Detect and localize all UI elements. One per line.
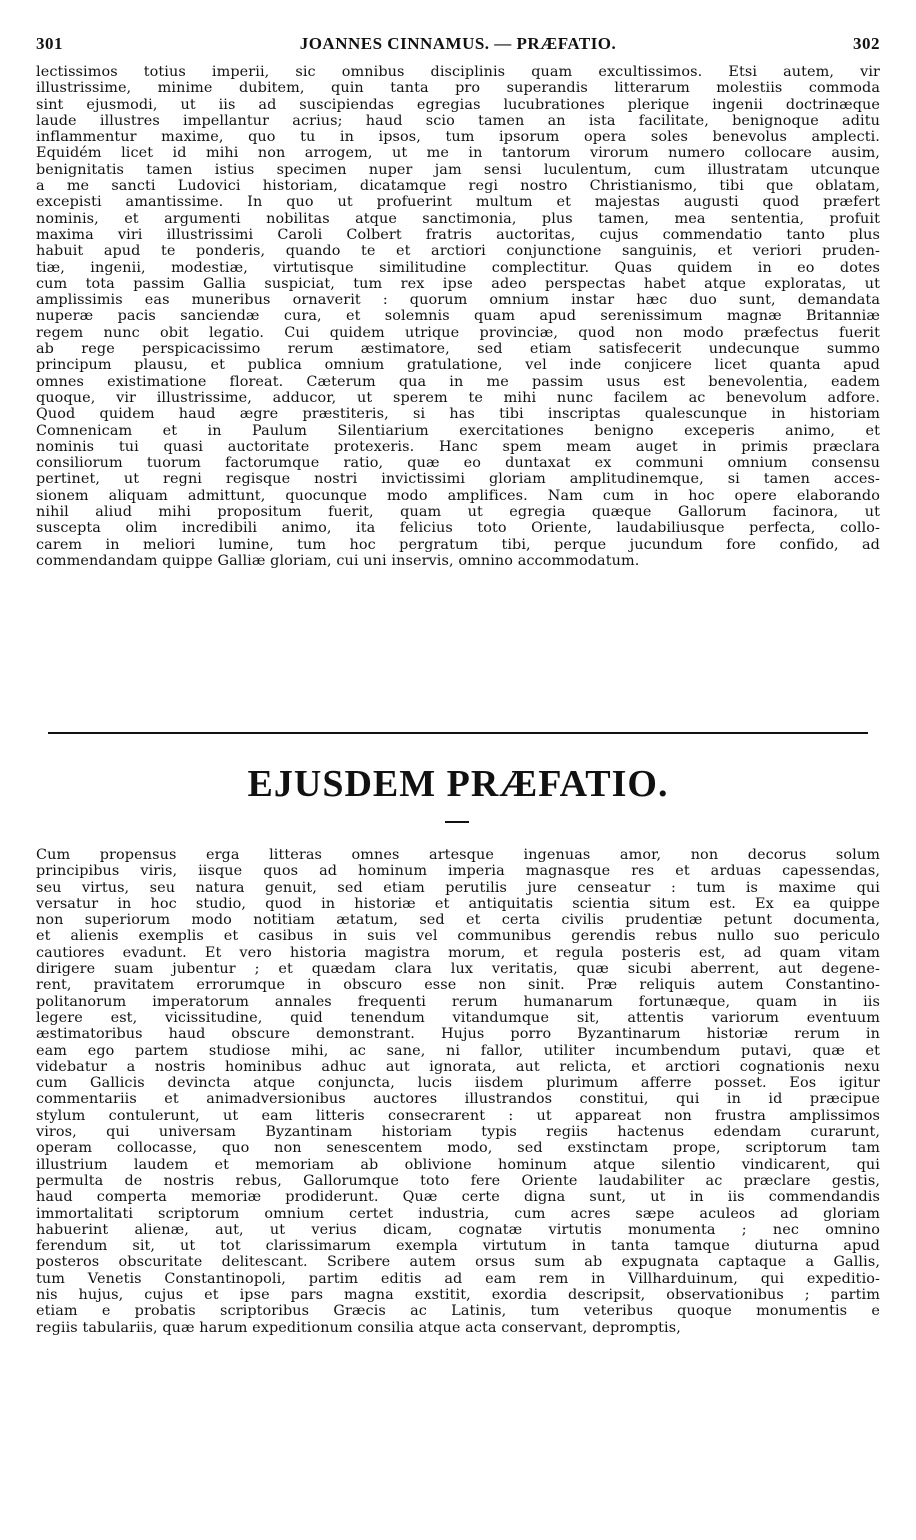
text-line: seu virtus, seu natura genuit, sed etiam perutilis jure censeatur : tum is maxime qui [36, 879, 880, 896]
text-line: ferendum sit, ut tot clarissimarum exempla virtutum in tanta tamque diuturna apud [36, 1238, 880, 1255]
text-line: pertinet, ut regni regisque nostri invictissimi gloriam amplitudinemque, si tamen acces- [36, 471, 880, 488]
text-line: nihil aliud mihi propositum fuerit, quam ut egregia quæque Gallorum facinora, ut [36, 504, 880, 521]
text-line: amplissimis eas muneribus ornaverit : quorum omnium instar hæc duo sunt, demandata [36, 292, 880, 309]
section-divider [48, 732, 868, 734]
text-line: illustrissime, minime dubitem, quin tanta pro superandis litterarum molestiis commoda [36, 80, 880, 97]
text-line: regiis tabulariis, quæ harum expeditionum consilia atque acta conservant, depromptis, [36, 1319, 681, 1336]
text-line: legere est, vicissitudine, quid tenendum vitandumque sit, attentis variorum eventuum [36, 1009, 880, 1026]
text-line: principibus viris, iisque quos ad hominum imperia magnasque res et arduas capessendas, [36, 863, 880, 880]
text-line: sionem aliquam admittunt, quocunque modo amplifices. Nam cum in hoc opere elaborando [36, 487, 880, 504]
text-line: commendandam quippe Galliæ gloriam, cui uni inservis, omnino accommodatum. [36, 552, 640, 569]
text-line: immortalitati scriptorum omnium certet industria, cum acres sæpe aculeos ad gloriam [36, 1205, 880, 1222]
text-line: omnes existimatione floreat. Cæterum qua in me passim usus est benevolentia, eadem [36, 373, 880, 390]
text-line: regem nunc obit legatio. Cui quidem utrique provinciæ, quod non modo præfectus fuerit [36, 324, 880, 341]
preface-paragraph [36, 847, 880, 1336]
text-line: habuit apud te ponderis, quando te et arctiori conjunctione sanguinis, et veriori pruden- [36, 243, 880, 260]
dedication-paragraph [36, 64, 880, 569]
text-line: sint ejusmodi, ut iis ad suscipiendas egregias lucubrationes plerique ingenii doctrinæque [36, 96, 880, 113]
text-line: consiliorum tuorum factorumque ratio, quæ eo duntaxat ex communi omnium consensu [36, 455, 880, 472]
text-line: etiam e probatis scriptoribus Græcis ac Latinis, tum veteribus quoque monumentis e [36, 1303, 880, 1320]
section-title: EJUSDEM PRÆFATIO. [247, 763, 669, 805]
text-line: Cum propensus erga litteras omnes artesque ingenuas amor, non decorus solum [36, 847, 880, 863]
text-line: eam ego partem studiose mihi, ac sane, ni fallor, utiliter incumbendum putavi, quæ et [36, 1042, 880, 1059]
text-line: carem in meliori lumine, tum hoc pergratum tibi, perque jucundum fore confido, ad [36, 536, 880, 553]
text-line: cautiores evadunt. Et vero historia magistra morum, et regula posteris est, ad quam vitam [36, 944, 880, 961]
text-line: dirigere suam jubentur ; et quædam clara lux veritatis, quæ sicubi aberrent, aut degene- [36, 961, 880, 978]
text-line: Comnenicam et in Paulum Silentiarium exercitationes benigno exceperis animo, et [36, 422, 880, 439]
text-line: quoque, vir illustrissime, adducor, ut sperem te mihi nunc facilem ac benevolum adfore. [36, 389, 880, 406]
text-line: lectissimos totius imperii, sic omnibus disciplinis quam excultissimos. Etsi autem, vir [36, 64, 880, 80]
text-line: politanorum imperatorum annales frequenti rerum humanarum fortunæque, quam in iis [36, 993, 880, 1010]
text-line: ab rege perspicacissimo rerum æstimatore, sed etiam satisfecerit undecunque summo [36, 341, 880, 358]
text-line: principum plausu, et publica omnium gratulatione, vel inde conjicere licet quanta apud [36, 357, 880, 374]
text-line: illustrium laudem et memoriam ab oblivione hominum atque silentio vindicarent, qui [36, 1156, 880, 1173]
text-line: tum Venetis Constantinopoli, partim editis ad eam rem in Villharduinum, qui expeditio- [36, 1270, 880, 1287]
text-line: rent, pravitatem errorumque in obscuro esse non sinit. Præ reliquis autem Constantino- [36, 977, 880, 994]
text-line: Quod quidem haud ægre præstiteris, si has tibi inscriptas qualescunque in historiam [36, 406, 880, 423]
text-line: cum tota passim Gallia suspiciat, tum rex ipse adeo perspectas habet atque exploratas, ut [36, 275, 880, 292]
text-line: nuperæ pacis sanciendæ cura, et solemnis quam apud serenissimum magnæ Britanniæ [36, 308, 880, 325]
text-line: suscepta olim incredibili animo, ita felicius toto Oriente, laudabiliusque perfecta, collo- [36, 520, 880, 537]
text-line: haud comperta memoriæ prodiderunt. Quæ certe digna sunt, ut in iis commendandis [36, 1189, 880, 1206]
running-header [36, 34, 880, 58]
text-line: nominis, et argumenti nobilitas atque sanctimonia, plus tamen, mea sententia, profuit [36, 210, 880, 227]
text-line: maxima viri illustrissimi Caroli Colbert fratris auctoritas, cujus commendatio tanto plus [36, 226, 880, 243]
text-line: tiæ, ingenii, modestiæ, virtutisque similitudine complectitur. Quas quidem in eo dotes [36, 259, 880, 276]
text-line: commentariis et animadversionibus auctores illustrandos constitui, qui in id præcipue [36, 1091, 880, 1108]
text-line: versatur in hoc studio, quod in historiæ et antiquitatis scientia situm est. Ex ea quippe [36, 895, 880, 912]
page-number-right: 302 [853, 34, 880, 53]
page-number-left: 301 [36, 34, 63, 53]
text-line: laude illustres impellantur acrius; haud scio tamen an ista facilitate, benignoque aditu [36, 112, 880, 129]
text-line: stylum contulerunt, ut eam litteris consecrarent : ut appareat non frustra amplissimos [36, 1107, 880, 1124]
text-line: et alienis exemplis et casibus in suis vel communibus gerendis rebus nullo suo periculo [36, 928, 880, 945]
text-line: nominis tui quasi auctoritate protexeris. Hanc spem meam auget in primis præclara [36, 438, 880, 455]
text-line: Equidém licet id mihi non arrogem, ut me in tantorum virorum numero collocare ausim, [36, 145, 880, 162]
text-line: videbatur a nostris hominibus adhuc aut ignorata, aut relicta, et arctiori cognationis nexu [36, 1058, 880, 1075]
text-line: viros, qui universam Byzantinam historiam typis regiis hactenus edendam curarunt, [36, 1124, 880, 1141]
running-title: JOANNES CINNAMUS. — PRÆFATIO. [299, 34, 617, 53]
text-line: inflammentur maxime, quo tu in ipsos, tum ipsorum opera soles benevolus amplecti. [36, 129, 880, 146]
text-line: æstimatoribus haud obscure demonstrant. Hujus porro Byzantinarum historiæ rerum in [36, 1026, 880, 1043]
text-line: excepisti amantissime. In quo ut profuerint multum et majestas augusti quod præfert [36, 194, 880, 211]
text-line: cum Gallicis devincta atque conjuncta, lucis iisdem plurimum afferre posset. Eos igitur [36, 1075, 880, 1092]
text-line: a me sancti Ludovici historiam, dicatamque regi nostro Christianismo, tibi que oblatam, [36, 178, 880, 195]
text-line: nis hujus, cujus et ipse pars magna exstitit, exordia descripsit, observationibus ; partim [36, 1287, 880, 1304]
text-line: operam collocasse, quo non senescentem modo, sed exstinctam prope, scriptorum tam [36, 1140, 880, 1157]
text-line: non superiorum modo notitiam ætatum, sed et certa civilis prudentiæ petunt documenta, [36, 912, 880, 929]
text-line: posteros obscuritate delitescant. Scribere autem orsus sum ab expugnata captaque a Gallis, [36, 1254, 880, 1271]
text-line: benignitatis tamen istius specimen nuper jam sensi luculentum, cum illustratam utcunque [36, 161, 880, 178]
text-line: permulta de nostris rebus, Gallorumque toto fere Oriente laudabiliter ac præclare gestis, [36, 1172, 880, 1189]
text-line: habuerint alienæ, aut, ut verius dicam, cognatæ virtutis monumenta ; nec omnino [36, 1221, 880, 1238]
title-dash-ornament [445, 821, 469, 823]
